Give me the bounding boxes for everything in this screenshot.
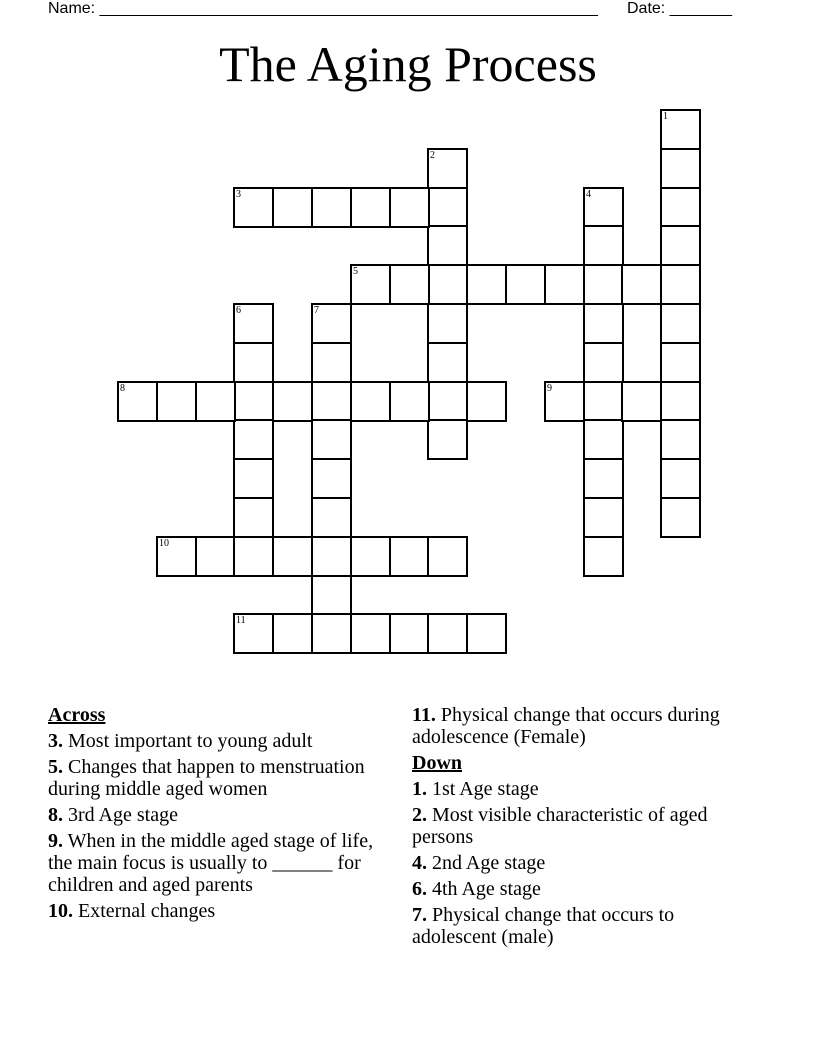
name-field-line[interactable]: Name: ________________________________________________________ xyxy=(48,0,598,17)
grid-cell[interactable] xyxy=(233,497,274,538)
grid-cell[interactable] xyxy=(233,458,274,499)
across-clues xyxy=(48,704,398,926)
cell-number: 11 xyxy=(236,615,246,626)
clue-down-6: 6. 4th Age stage xyxy=(412,878,541,900)
clue-down-7: 7. Physical change that occurs to adolescent (male) xyxy=(412,904,675,948)
grid-cell[interactable] xyxy=(583,419,624,460)
grid-cell[interactable] xyxy=(195,536,236,577)
grid-cell[interactable] xyxy=(389,264,430,305)
grid-cell[interactable] xyxy=(233,342,274,383)
grid-cell[interactable] xyxy=(389,381,430,422)
page-title: The Aging Process xyxy=(219,36,597,92)
cell-number: 7 xyxy=(314,305,319,316)
cell-number: 5 xyxy=(353,266,358,277)
grid-cell[interactable] xyxy=(660,381,701,422)
cell-number: 3 xyxy=(236,189,241,200)
grid-cell[interactable] xyxy=(350,187,391,228)
grid-cell[interactable] xyxy=(427,613,468,654)
grid-cell[interactable] xyxy=(427,187,468,228)
grid-cell[interactable] xyxy=(583,381,624,422)
grid-cell[interactable] xyxy=(427,303,468,344)
grid-cell[interactable] xyxy=(233,419,274,460)
grid-cell[interactable] xyxy=(311,458,352,499)
grid-cell[interactable] xyxy=(466,264,507,305)
clue-across-3: 3. Most important to young adult xyxy=(48,730,313,752)
grid-cell[interactable] xyxy=(311,303,352,344)
grid-cell[interactable] xyxy=(389,536,430,577)
grid-cell[interactable] xyxy=(544,264,585,305)
grid-cell[interactable] xyxy=(311,419,352,460)
grid-cell[interactable] xyxy=(272,381,313,422)
date-field-line[interactable]: Date: _______ xyxy=(627,0,732,17)
grid-cell[interactable] xyxy=(311,187,352,228)
grid-cell[interactable] xyxy=(660,264,701,305)
grid-cell[interactable] xyxy=(389,187,430,228)
grid-cell[interactable] xyxy=(660,497,701,538)
grid-cell[interactable] xyxy=(583,187,624,228)
grid-cell[interactable] xyxy=(583,536,624,577)
down-heading: Down xyxy=(412,752,463,774)
cell-number: 6 xyxy=(236,305,241,316)
grid-cell[interactable] xyxy=(660,458,701,499)
grid-cell[interactable] xyxy=(583,225,624,266)
grid-cell[interactable] xyxy=(311,342,352,383)
grid-cell[interactable] xyxy=(583,303,624,344)
grid-cell[interactable] xyxy=(427,342,468,383)
grid-cell[interactable] xyxy=(660,419,701,460)
clue-down-1: 1. 1st Age stage xyxy=(412,778,539,800)
grid-cell[interactable] xyxy=(233,381,274,422)
grid-cell[interactable] xyxy=(156,381,197,422)
grid-cell[interactable] xyxy=(350,264,391,305)
grid-cell[interactable] xyxy=(621,264,662,305)
grid-cell[interactable] xyxy=(660,342,701,383)
grid-cell[interactable] xyxy=(427,419,468,460)
grid-cell[interactable] xyxy=(466,381,507,422)
clue-across-8: 8. 3rd Age stage xyxy=(48,804,178,826)
grid-cell[interactable] xyxy=(660,109,701,150)
grid-cell[interactable] xyxy=(583,264,624,305)
grid-cell[interactable] xyxy=(427,264,468,305)
clue-across-10: 10. External changes xyxy=(48,900,216,922)
grid-cell[interactable] xyxy=(660,148,701,189)
grid-cell[interactable] xyxy=(660,187,701,228)
right-clue-column xyxy=(412,704,742,952)
grid-cell[interactable] xyxy=(233,303,274,344)
grid-cell[interactable] xyxy=(583,497,624,538)
across-heading: Across xyxy=(48,704,106,726)
cell-number: 8 xyxy=(120,383,125,394)
grid-cell[interactable] xyxy=(660,303,701,344)
clue-across-11: 11. Physical change that occurs during adolescence (Female) xyxy=(412,704,720,748)
grid-cell[interactable] xyxy=(233,613,274,654)
grid-cell[interactable] xyxy=(583,342,624,383)
clue-down-2: 2. Most visible characteristic of aged persons xyxy=(412,804,708,848)
grid-cell[interactable] xyxy=(427,381,468,422)
grid-cell[interactable] xyxy=(311,536,352,577)
grid-cell[interactable] xyxy=(311,575,352,616)
cell-number: 4 xyxy=(586,189,591,200)
grid-cell[interactable] xyxy=(272,187,313,228)
clue-across-9: 9. When in the middle aged stage of life, the main focus is usually to ______ for children and aged parents xyxy=(48,830,374,896)
grid-cell[interactable] xyxy=(311,613,352,654)
grid-cell[interactable] xyxy=(350,381,391,422)
grid-cell[interactable] xyxy=(660,225,701,266)
cell-number: 2 xyxy=(430,150,435,161)
grid-cell[interactable] xyxy=(544,381,585,422)
grid-cell[interactable] xyxy=(233,187,274,228)
cell-number: 1 xyxy=(663,111,668,122)
grid-cell[interactable] xyxy=(350,613,391,654)
grid-cell[interactable] xyxy=(156,536,197,577)
cell-number: 9 xyxy=(547,383,552,394)
grid-cell[interactable] xyxy=(233,536,274,577)
grid-cell[interactable] xyxy=(389,613,430,654)
grid-cell[interactable] xyxy=(350,536,391,577)
grid-cell[interactable] xyxy=(427,148,468,189)
grid-cell[interactable] xyxy=(311,381,352,422)
grid-cell[interactable] xyxy=(195,381,236,422)
grid-cell[interactable] xyxy=(311,497,352,538)
grid-cell[interactable] xyxy=(427,225,468,266)
grid-cell[interactable] xyxy=(466,613,507,654)
clue-across-5: 5. Changes that happen to menstruation during middle aged women xyxy=(48,756,365,800)
grid-cell[interactable] xyxy=(272,536,313,577)
grid-cell[interactable] xyxy=(117,381,158,422)
grid-cell[interactable] xyxy=(621,381,662,422)
clue-down-4: 4. 2nd Age stage xyxy=(412,852,546,874)
grid-cell[interactable] xyxy=(427,536,468,577)
grid-cell[interactable] xyxy=(272,613,313,654)
cell-number: 10 xyxy=(159,538,169,549)
grid-cell[interactable] xyxy=(583,458,624,499)
grid-cell[interactable] xyxy=(505,264,546,305)
